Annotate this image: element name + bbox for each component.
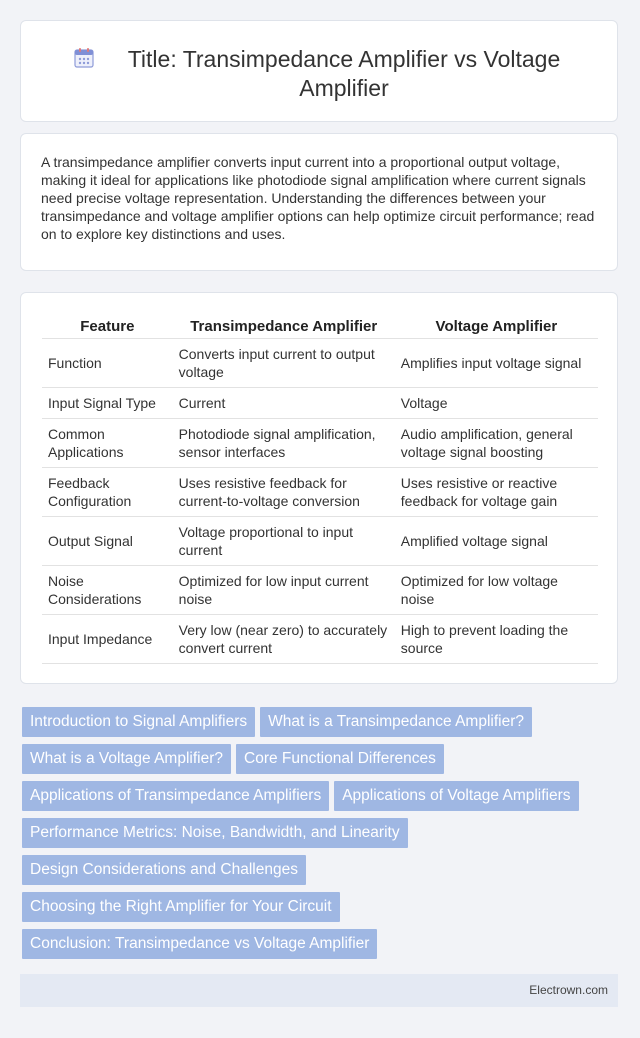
title-card [20,20,618,122]
intro-card [20,133,618,271]
topic-row [22,892,622,929]
topic-link-applications-voltage[interactable]: Applications of Voltage Amplifiers [334,781,578,811]
topic-row [22,818,622,855]
table-cell: Input Signal Type [42,388,173,419]
table-row [42,339,598,388]
intro-paragraph: A transimpedance amplifier converts input current into a proportional output voltage, making it ideal for applications like photodiode signal amplification where current signals need precise voltage representation. Understanding the differences between your transimpedance and voltage amplifier options can help optimize circuit performance; read on to explore key distinctions and uses. [41,154,595,242]
table-cell: Current [173,388,395,419]
footer [20,974,618,1007]
table-row [42,468,598,517]
table-cell: Very low (near zero) to accurately convert current [173,615,395,664]
page-title: Title: Transimpedance Amplifier vs Voltage Amplifier [127,46,561,101]
topic-row [22,855,622,892]
header-transimpedance: Transimpedance Amplifier [173,315,395,339]
comparison-table [42,315,598,664]
table-cell: Function [42,339,173,388]
table-row [42,419,598,468]
table-cell: Input Impedance [42,615,173,664]
header-feature: Feature [42,315,173,339]
table-cell: Uses resistive or reactive feedback for voltage gain [395,468,598,517]
table-row [42,566,598,615]
table-cell: Optimized for low input current noise [173,566,395,615]
topic-link-what-is-transimpedance[interactable]: What is a Transimpedance Amplifier? [260,707,532,737]
table-cell: Audio amplification, general voltage signal boosting [395,419,598,468]
topic-link-applications-transimpedance[interactable]: Applications of Transimpedance Amplifiers [22,781,329,811]
topic-link-introduction[interactable]: Introduction to Signal Amplifiers [22,707,255,737]
table-header-row [42,315,598,339]
table-row [42,517,598,566]
topic-row [22,781,622,818]
topic-link-core-differences[interactable]: Core Functional Differences [236,744,444,774]
table-cell: Output Signal [42,517,173,566]
topic-link-conclusion[interactable]: Conclusion: Transimpedance vs Voltage Amplifier [22,929,377,959]
topic-row [22,707,622,744]
table-cell: Noise Considerations [42,566,173,615]
topic-link-performance-metrics[interactable]: Performance Metrics: Noise, Bandwidth, and Linearity [22,818,408,848]
table-cell: Optimized for low voltage noise [395,566,598,615]
topic-link-design-considerations[interactable]: Design Considerations and Challenges [22,855,306,885]
table-cell: Photodiode signal amplification, sensor interfaces [173,419,395,468]
topic-links [22,707,622,966]
comparison-table-card [20,292,618,684]
table-cell: Amplified voltage signal [395,517,598,566]
table-cell: Uses resistive feedback for current-to-voltage conversion [173,468,395,517]
table-cell: Feedback Configuration [42,468,173,517]
table-cell: Amplifies input voltage signal [395,339,598,388]
table-cell: Converts input current to output voltage [173,339,395,388]
table-cell: Common Applications [42,419,173,468]
topic-link-what-is-voltage[interactable]: What is a Voltage Amplifier? [22,744,231,774]
table-cell: Voltage [395,388,598,419]
table-row [42,388,598,419]
calendar-icon [73,47,95,69]
table-cell: Voltage proportional to input current [173,517,395,566]
topic-row [22,929,622,966]
table-row [42,615,598,664]
topic-row [22,744,622,781]
topic-link-choosing-amplifier[interactable]: Choosing the Right Amplifier for Your Circuit [22,892,340,922]
table-cell: High to prevent loading the source [395,615,598,664]
footer-site-name: Electrown.com [529,983,608,997]
header-voltage: Voltage Amplifier [395,315,598,339]
